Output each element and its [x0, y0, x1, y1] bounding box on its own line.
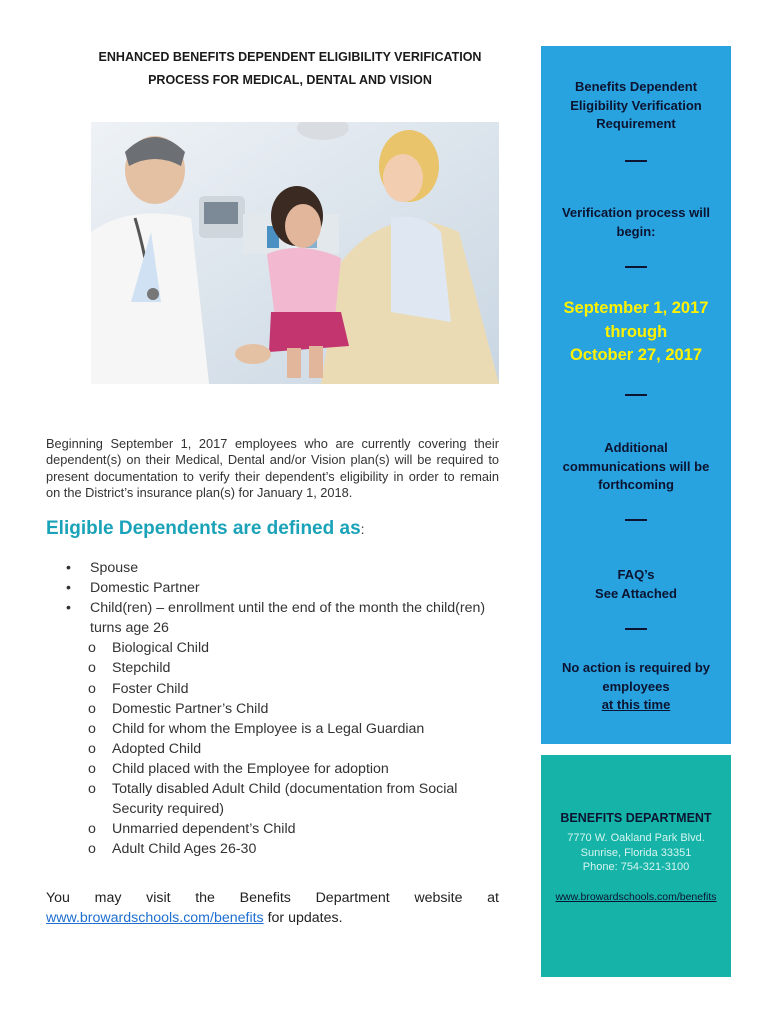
list-item	[66, 598, 496, 638]
divider	[625, 394, 647, 396]
sub-list-item	[66, 759, 496, 779]
verification-dates	[541, 297, 731, 368]
list-item	[66, 578, 496, 598]
benefits-website-link[interactable]: www.browardschools.com/benefits	[46, 910, 264, 926]
website-note	[46, 888, 499, 928]
requirement-text: Benefits Dependent Eligibility Verification Requirement	[570, 79, 702, 131]
sub-list-item	[66, 739, 496, 759]
divider	[625, 628, 647, 630]
sub-bullet-icon: o	[88, 680, 96, 697]
list-item-label: Spouse	[90, 560, 139, 576]
no-action-text: No action is required by employees	[561, 660, 711, 694]
date-end: October 27, 2017	[569, 346, 703, 364]
department-title: BENEFITS DEPARTMENT	[560, 811, 712, 825]
sub-bullet-icon: o	[88, 640, 96, 657]
eligible-heading-text: Eligible Dependents are defined as	[46, 518, 361, 539]
sub-list-item	[66, 719, 496, 739]
date-start: September 1, 2017	[563, 299, 709, 317]
address-line-1: 7770 W. Oakland Park Blvd.	[567, 832, 705, 844]
sub-list-item-label: Stepchild	[112, 660, 171, 677]
list-item-label: Domestic Partner	[90, 580, 200, 597]
word: the	[195, 890, 215, 906]
word: may	[94, 890, 122, 906]
list-item	[66, 558, 496, 578]
word: You	[46, 890, 70, 906]
department-phone: Phone: 754-321-3100	[582, 861, 690, 873]
sub-list-item-label: Adopted Child	[112, 740, 202, 757]
sub-bullet-icon: o	[88, 740, 96, 757]
bullet-icon: •	[66, 560, 71, 576]
benefits-department-box	[541, 755, 731, 977]
address-line-2: Sunrise, Florida 33351	[580, 846, 692, 859]
list-item-label: Child(ren) – enrollment until the end of the month the child(ren) turns age 26	[90, 600, 486, 637]
faq-see-attached: See Attached	[595, 585, 677, 601]
sub-list-item-label: Totally disabled Adult Child (documentation from Social Security required)	[112, 781, 458, 818]
sub-list-item-label: Unmarried dependent’s Child	[112, 821, 296, 838]
word: visit	[146, 890, 171, 906]
website-note-line-1	[46, 888, 499, 908]
sub-list-item	[66, 839, 496, 859]
sub-bullet-icon: o	[88, 841, 96, 858]
process-text: Verification process will begin:	[561, 205, 711, 239]
page-title	[90, 46, 490, 92]
sub-list-item-label: Child placed with the Employee for adoption	[112, 760, 389, 777]
title-line-1: ENHANCED BENEFITS DEPENDENT ELIGIBILITY VERIFICATION	[98, 50, 482, 64]
eligible-dependents-heading	[46, 518, 365, 540]
website-note-line-2	[46, 908, 499, 928]
bullet-icon: •	[66, 580, 71, 597]
sub-list-item	[66, 638, 496, 658]
sub-list-item	[66, 699, 496, 719]
eligible-dependents-list	[66, 558, 496, 859]
sub-list-item	[66, 679, 496, 699]
intro-paragraph: Beginning September 1, 2017 employees who are currently covering their dependent(s) on their Medical, Dental and/or Vision plan(s) will be required to present documentation to verify their dependent’s eligibility in order to remain on the District’s insurance plan(s) for January 1, 2018.	[46, 436, 499, 500]
sub-bullet-icon: o	[88, 781, 96, 798]
divider	[625, 519, 647, 521]
department-website-link[interactable]: www.browardschools.com/benefits	[555, 891, 717, 903]
sub-list-item	[66, 658, 496, 678]
sub-bullet-icon: o	[88, 660, 96, 677]
divider	[625, 160, 647, 162]
sub-bullet-icon: o	[88, 700, 96, 717]
sub-list-item-label: Domestic Partner’s Child	[112, 700, 269, 717]
divider	[625, 266, 647, 268]
title-line-2: PROCESS FOR MEDICAL, DENTAL AND VISION	[148, 73, 432, 87]
child-types-sublist	[66, 638, 496, 859]
word: at	[487, 890, 499, 906]
sub-bullet-icon: o	[88, 760, 96, 777]
word: Department	[315, 890, 390, 906]
website-note-suffix: for updates.	[263, 910, 343, 926]
faq-title: FAQ’s	[617, 567, 655, 582]
word: Benefits	[239, 890, 291, 906]
department-address	[541, 831, 731, 875]
sub-list-item-label: Biological Child	[112, 640, 209, 657]
sub-list-item-label: Adult Child Ages 26-30	[112, 841, 257, 858]
sub-list-item-label: Child for whom the Employee is a Legal Guardian	[112, 720, 425, 737]
date-through: through	[604, 322, 668, 341]
sub-list-item	[66, 819, 496, 839]
faq-note	[541, 566, 731, 603]
no-action-emphasis: at this time	[601, 697, 671, 712]
eligible-heading-colon: :	[360, 521, 365, 537]
info-sidebar	[541, 46, 731, 744]
doctor-child-photo	[91, 122, 499, 384]
sub-bullet-icon: o	[88, 720, 96, 737]
sub-bullet-icon: o	[88, 821, 96, 838]
sub-list-item	[66, 779, 496, 819]
bullet-icon: •	[66, 600, 71, 617]
additional-communications-text: Additional communications will be forthcoming	[562, 440, 710, 492]
sub-list-container	[66, 638, 496, 859]
word: website	[414, 890, 463, 906]
sub-list-item-label: Foster Child	[112, 680, 189, 697]
no-action-note	[541, 659, 731, 715]
